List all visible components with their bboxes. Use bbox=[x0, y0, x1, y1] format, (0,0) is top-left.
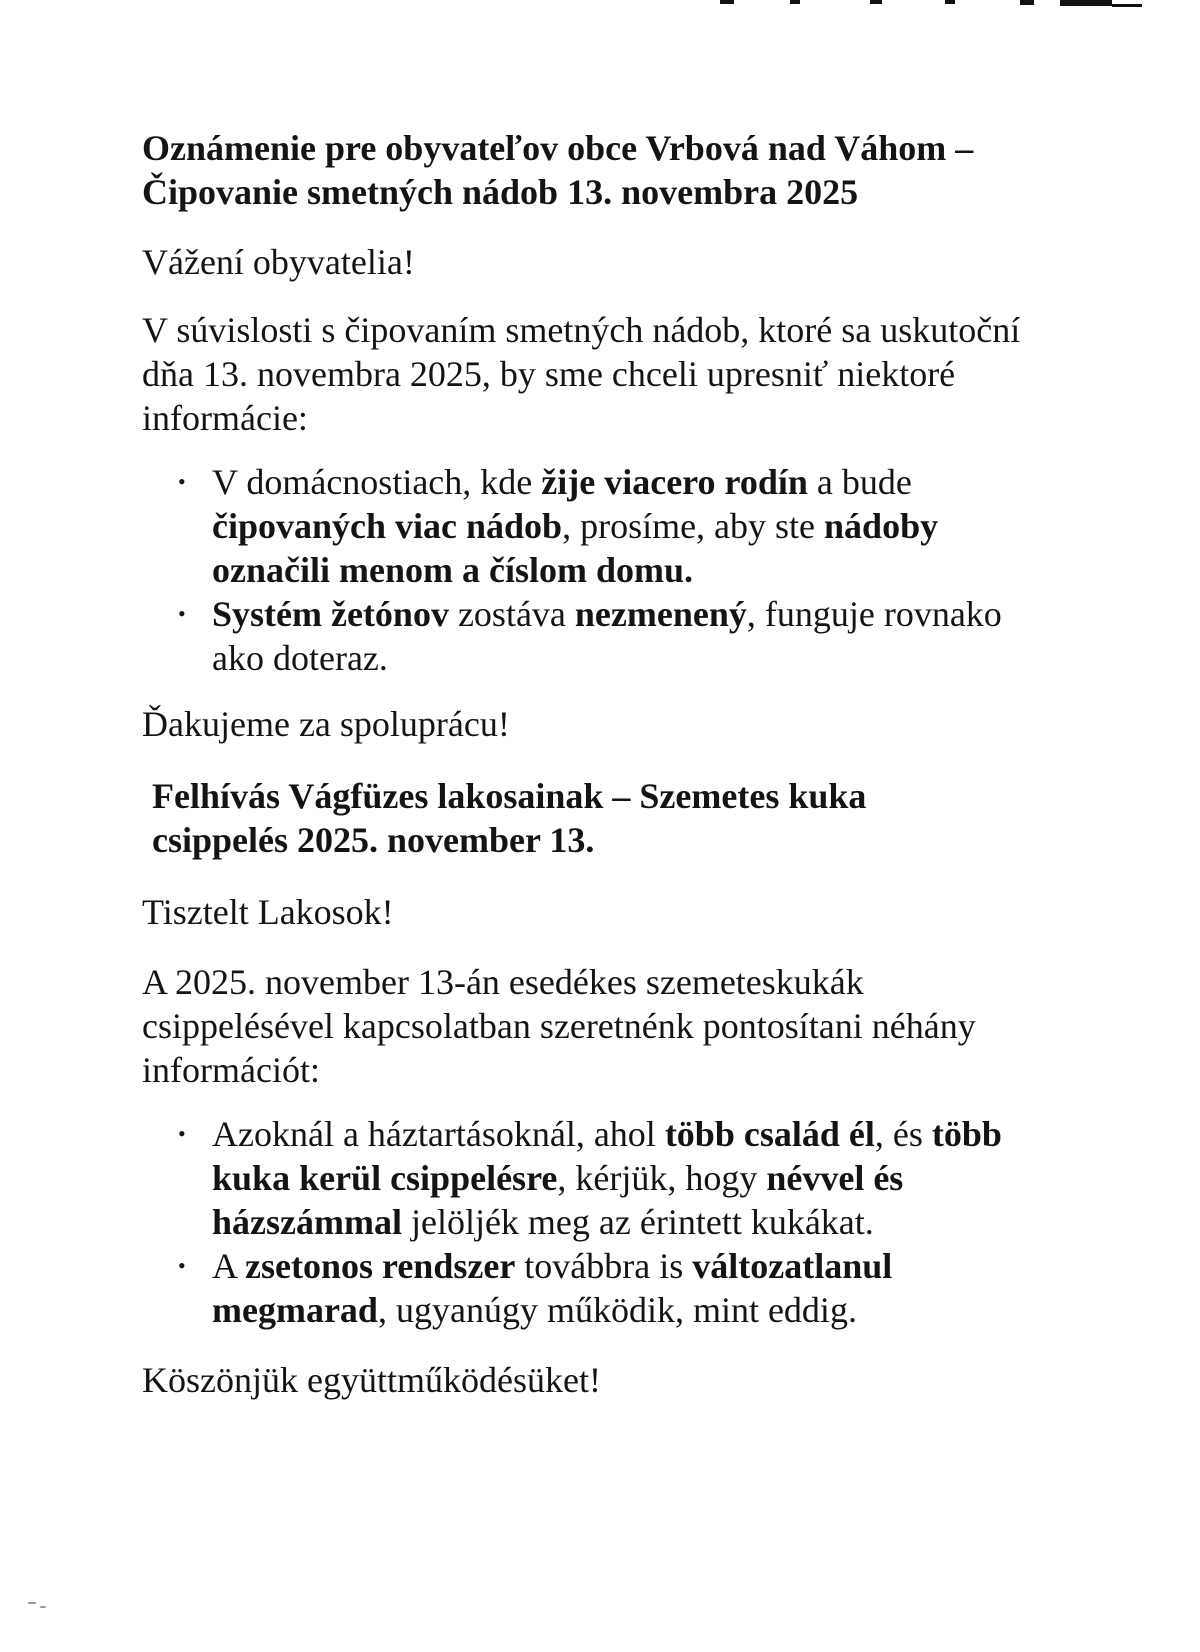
bullet-text bbox=[212, 1246, 892, 1330]
text-run: , kérjük, hogy bbox=[557, 1158, 767, 1198]
bold-text-run: több család él bbox=[664, 1114, 875, 1154]
text-run: V domácnostiach, kde bbox=[212, 462, 542, 502]
scan-artifact-mark bbox=[1020, 0, 1034, 5]
bullet-icon: • bbox=[178, 1253, 186, 1278]
slovak-closing: Ďakujeme za spoluprácu! bbox=[142, 704, 510, 744]
bold-text-run: névvel és házszámmal bbox=[212, 1158, 904, 1242]
bullet-icon: • bbox=[178, 469, 186, 494]
bold-text-run: Systém žetónov bbox=[212, 594, 449, 634]
hungarian-intro: A 2025. november 13-án esedékes szemeteskukák csippelésével kapcsolatban szeretnénk pontosítani néhány információt: bbox=[142, 962, 976, 1090]
bold-text-run: čipovaných viac nádob bbox=[212, 506, 563, 546]
bold-text-run: változatlanul megmarad bbox=[212, 1246, 893, 1330]
slovak-greeting: Vážení obyvatelia! bbox=[142, 242, 415, 282]
text-run: , funguje rovnako ako doteraz. bbox=[212, 594, 1002, 678]
bold-text-run: zsetonos rendszer bbox=[245, 1246, 516, 1286]
text-run: , és bbox=[874, 1114, 932, 1154]
bold-text-run: több kuka kerül csippelésre bbox=[212, 1114, 1002, 1198]
text-run: , prosíme, aby ste bbox=[562, 506, 825, 546]
bullet-icon: • bbox=[178, 601, 186, 626]
slovak-notice bbox=[142, 126, 1042, 746]
text-run: Azoknál a háztartásoknál, ahol bbox=[212, 1114, 665, 1154]
scan-artifact-mark bbox=[1060, 0, 1112, 6]
bullet-text bbox=[212, 594, 1002, 678]
list-item bbox=[142, 1112, 1042, 1244]
scan-artifact-speck bbox=[28, 1602, 36, 1604]
scan-artifact-mark bbox=[945, 0, 955, 4]
text-run: jelöljék meg az érintett kukákat. bbox=[401, 1202, 874, 1242]
hungarian-greeting: Tisztelt Lakosok! bbox=[142, 892, 394, 932]
scan-artifact-mark bbox=[870, 0, 882, 4]
slovak-bullet-list bbox=[142, 460, 1042, 680]
slovak-intro: V súvislosti s čipovaním smetných nádob, ktoré sa uskutoční dňa 13. novembra 2025, by sme chceli upresniť niektoré informácie: bbox=[142, 310, 1021, 438]
bullet-icon: • bbox=[178, 1121, 186, 1146]
hungarian-notice bbox=[142, 774, 1042, 1402]
slovak-title: Oznámenie pre obyvateľov obce Vrbová nad Váhom – Čipovanie smetných nádob 13. novembra 2025 bbox=[142, 128, 974, 212]
bullet-text bbox=[212, 1114, 1002, 1242]
hungarian-closing: Köszönjük együttműködésüket! bbox=[142, 1360, 601, 1400]
hungarian-bullet-list bbox=[142, 1112, 1042, 1332]
bold-text-run: nádoby označili menom a číslom domu. bbox=[212, 506, 939, 590]
text-run: A bbox=[212, 1246, 246, 1286]
text-run: továbbra is bbox=[515, 1246, 693, 1286]
text-run: zostáva bbox=[448, 594, 575, 634]
bullet-text bbox=[212, 462, 938, 590]
text-run: , ugyanúgy működik, mint eddig. bbox=[377, 1290, 857, 1330]
list-item bbox=[142, 592, 1042, 680]
scan-artifact-mark bbox=[790, 0, 800, 4]
scan-artifact-speck bbox=[40, 1606, 46, 1608]
scan-artifact-mark bbox=[1112, 4, 1142, 7]
hungarian-title: Felhívás Vágfüzes lakosainak – Szemetes kuka csippelés 2025. november 13. bbox=[152, 776, 867, 860]
bold-text-run: žije viacero rodín bbox=[541, 462, 808, 502]
bold-text-run: nezmenený bbox=[574, 594, 747, 634]
list-item bbox=[142, 1244, 1042, 1332]
text-run: a bude bbox=[807, 462, 912, 502]
list-item bbox=[142, 460, 1042, 592]
notice-content bbox=[142, 126, 1042, 1402]
scan-artifact-mark bbox=[720, 0, 734, 4]
